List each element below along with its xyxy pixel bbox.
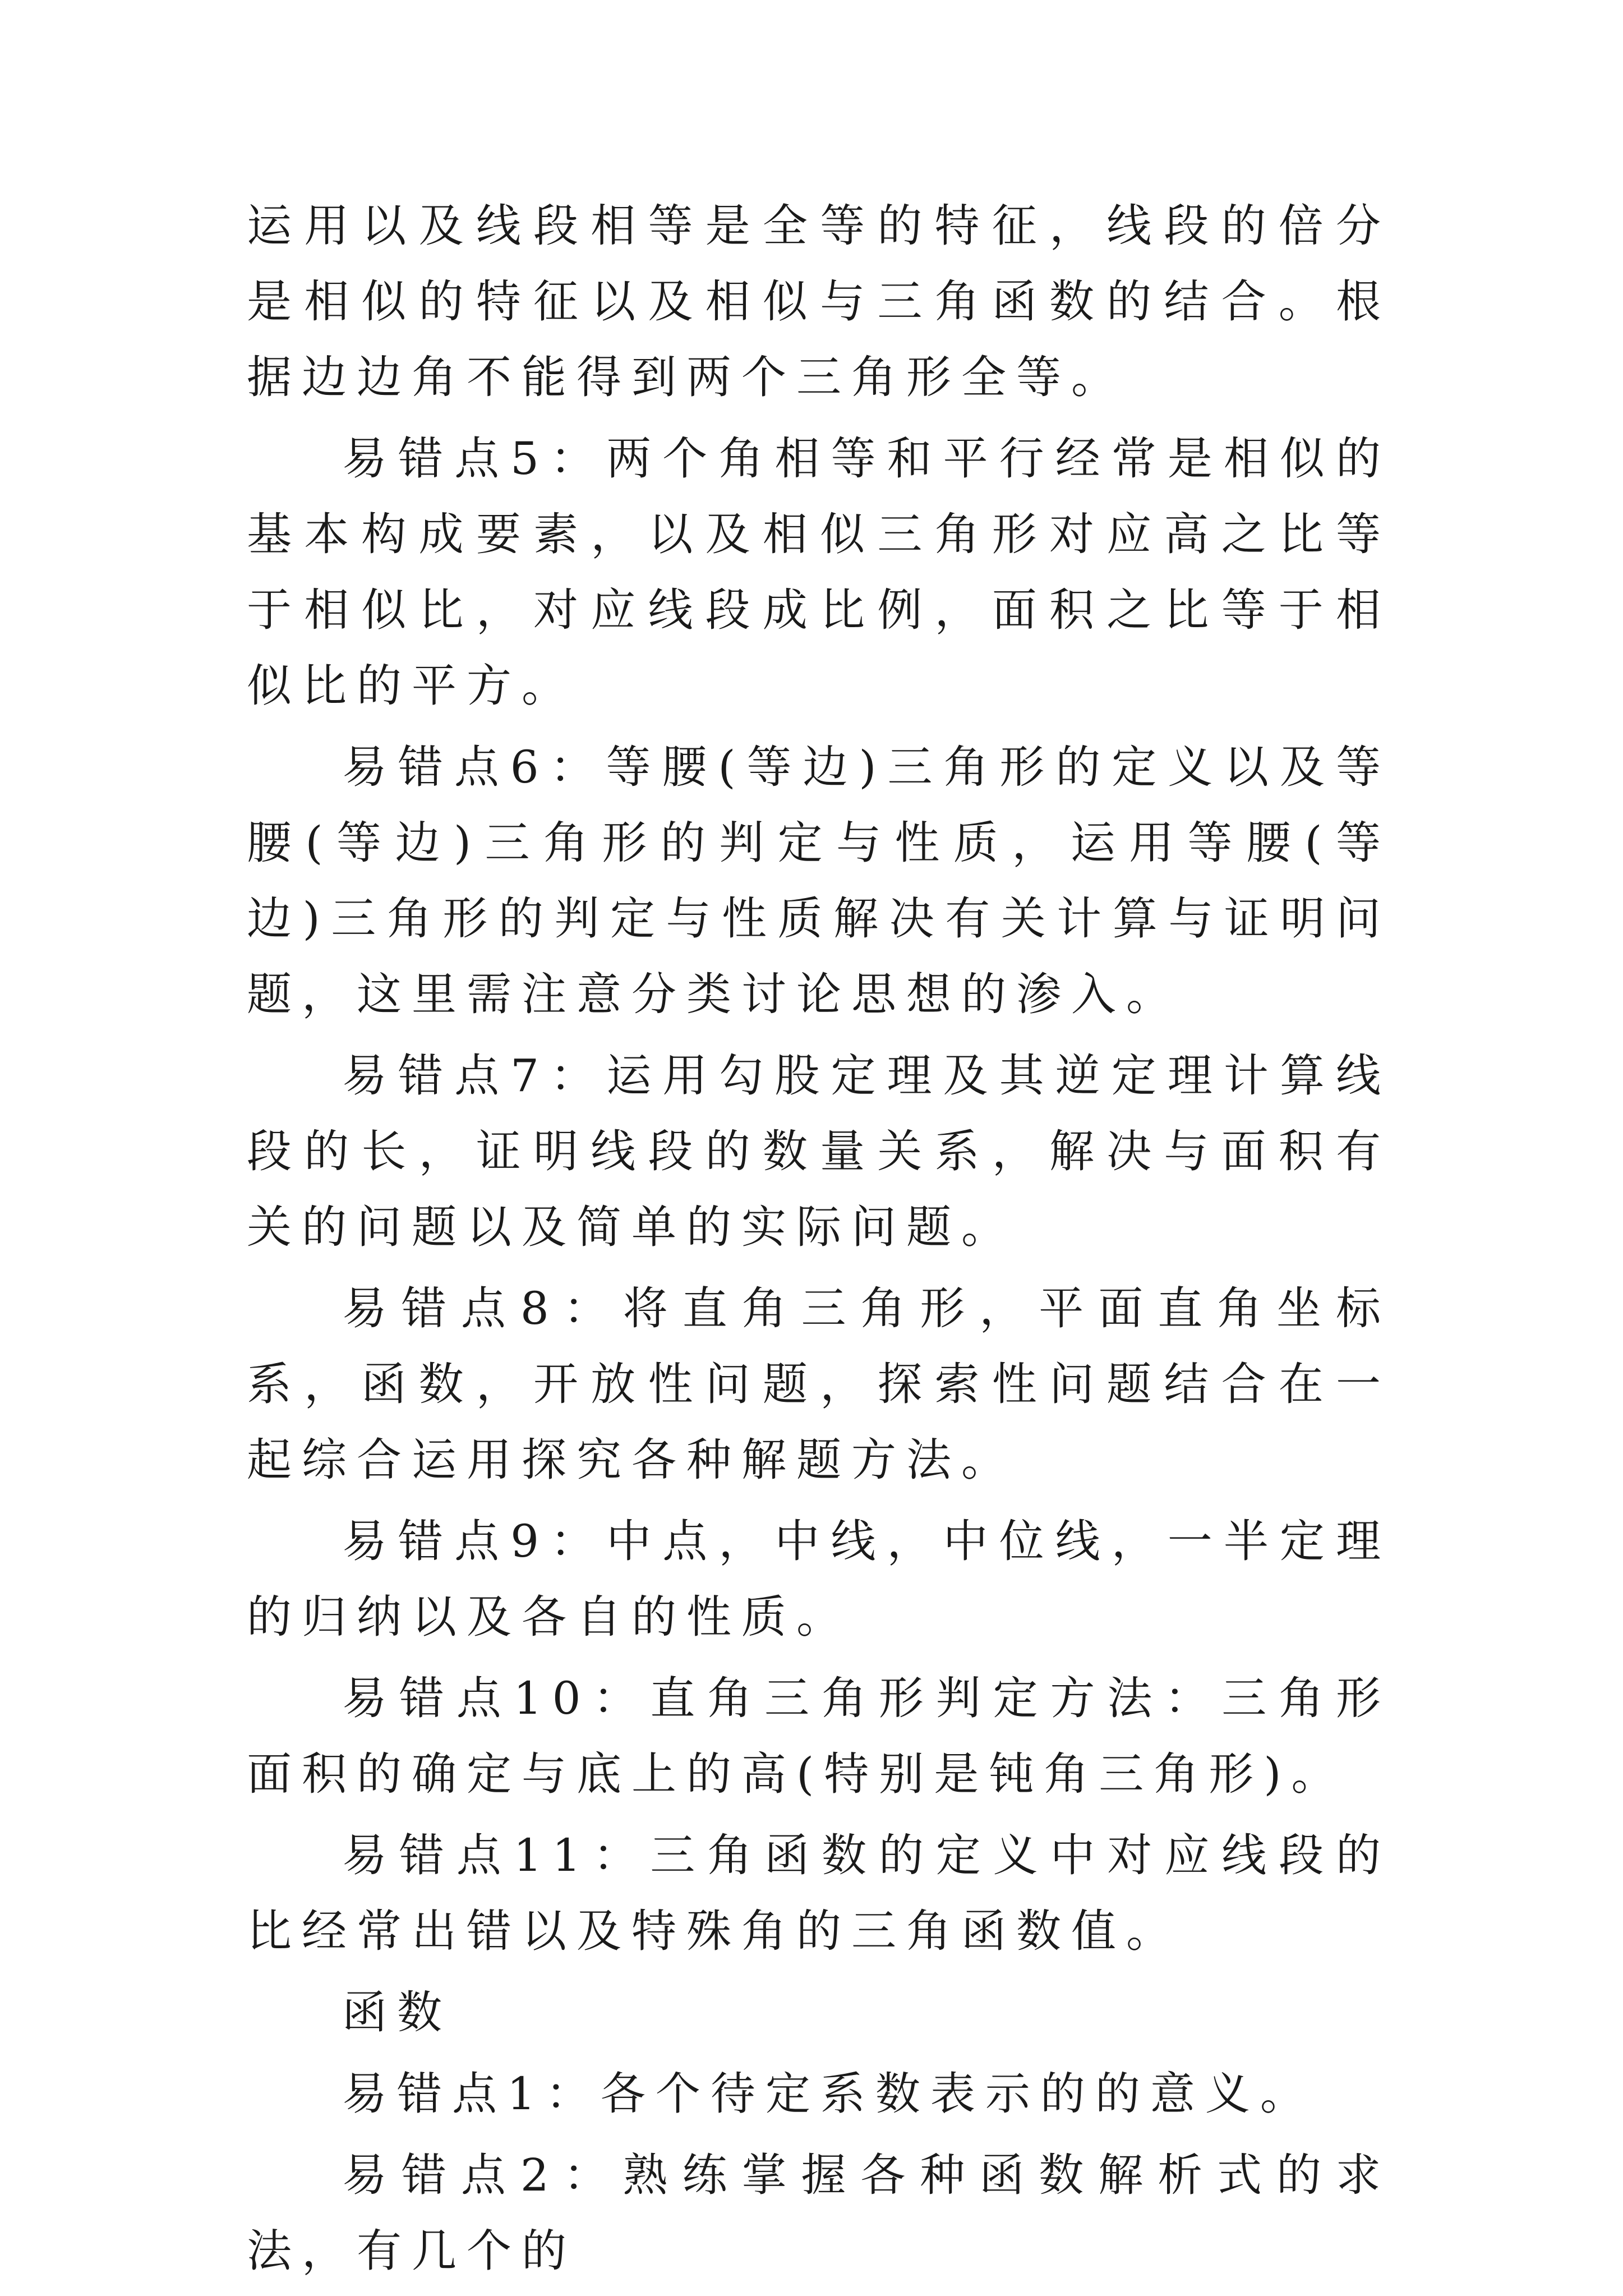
paragraph-continuation: 运用以及线段相等是全等的特征，线段的倍分是相似的特征以及相似与三角函数的结合。根据边边角不能得到两个三角形全等。 xyxy=(247,200,1391,403)
paragraph-error-point-7: 易错点7：运用勾股定理及其逆定理计算线段的长，证明线段的数量关系，解决与面积有关的问题以及简单的实际问题。 xyxy=(247,1050,1391,1253)
paragraph-error-point-5: 易错点5：两个角相等和平行经常是相似的基本构成要素，以及相似三角形对应高之比等于相似比，对应线段成比例，面积之比等于相似比的平方。 xyxy=(247,432,1391,712)
paragraph-error-point-6: 易错点6：等腰(等边)三角形的定义以及等腰(等边)三角形的判定与性质，运用等腰(等边)三角形的判定与性质解决有关计算与证明问题，这里需注意分类讨论思想的渗入。 xyxy=(247,741,1391,1020)
paragraph-function-error-point-1: 易错点1：各个待定系数表示的的意义。 xyxy=(342,2068,1315,2120)
paragraph-function-error-point-2: 易错点2：熟练掌握各种函数解析式的求法，有几个的 xyxy=(247,2149,1391,2277)
paragraph-error-point-10: 易错点10：直角三角形判定方法：三角形面积的确定与底上的高(特别是钝角三角形)。 xyxy=(247,1672,1391,1800)
paragraph-error-point-9: 易错点9：中点，中线，中位线，一半定理的归纳以及各自的性质。 xyxy=(247,1515,1391,1643)
document-body xyxy=(247,188,1391,2294)
section-heading-functions: 函数 xyxy=(342,1986,452,2039)
paragraph-error-point-8: 易错点8：将直角三角形，平面直角坐标系，函数，开放性问题，探索性问题结合在一起综合运用探究各种解题方法。 xyxy=(247,1282,1391,1486)
paragraph-error-point-11: 易错点11：三角函数的定义中对应线段的比经常出错以及特殊角的三角函数值。 xyxy=(247,1829,1391,1957)
